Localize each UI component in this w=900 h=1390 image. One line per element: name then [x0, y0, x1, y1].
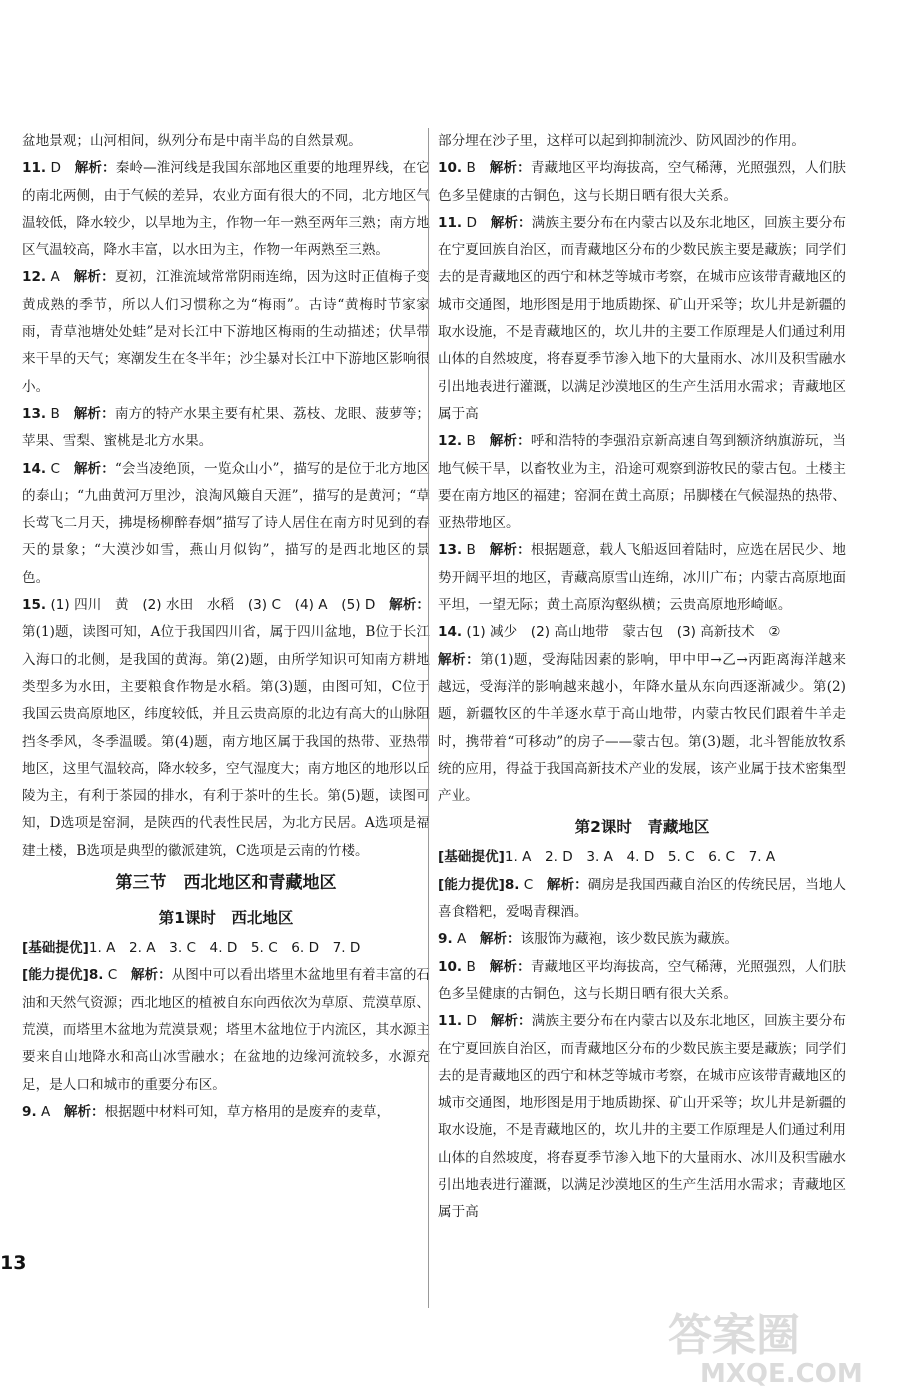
basic-answers: [基础提优]1. A 2. D 3. A 4. D 5. C 6. C 7. A [438, 849, 776, 866]
watermark-url: MXQE.COM [700, 1359, 863, 1388]
question-13: 13. B 解析：南方的特产水果主要有杧果、荔枝、龙眼、菠萝等；苹果、雪梨、蜜桃是北方水果。 [22, 405, 431, 450]
right-column [438, 128, 846, 1227]
lesson-title: 第1课时 西北地区 [158, 909, 294, 928]
question-15: 15. (1) 四川 黄 (2) 水田 水稻 (3) C (4) A (5) D 解析：第(1)题，读图可知，A位于我国四川省，属于四川盆地，B位于长江入海口的北侧，是我国的黄海。第(2)题，由所学知识可知南方耕地类型多为水田，主要粮食作物是水稻。第(3)题，由图可知，C位于我国云贵高原地区，纬度较低，并且云贵高原的北边有高大的山脉阻挡冬季风，冬季温暖。第(4)题，南方地区属于我国的热带、亚热带地区，这里气温较高，降水较多，空气湿度大；南方地区的地形以丘陵为主，有利于茶园的排水，有利于茶叶的生长。第(5)题，读图可知，D选项是窑洞，是陕西的代表性民居，为北方民居。A选项是福建土楼，B选项是典型的徽派建筑，C选项是云南的竹楼。 [22, 597, 430, 859]
question-14: 14. C 解析：“会当凌绝顶，一览众山小”，描写的是位于北方地区的泰山；“九曲黄河万里沙，浪淘风簸自天涯”，描写的是黄河；“草长莺飞二月天，拂堤杨柳醉春烟”描写了诗人居住在南方时见到的春天的景象；“大漠沙如雪，燕山月似钩”，描写的是西北地区的景色。 [22, 460, 431, 586]
question-12: 12. A 解析：夏初，江淮流域常常阴雨连绵，因为这时正值梅子变黄成熟的季节，所以人们习惯称之为“梅雨”。古诗“黄梅时节家家雨，青草池塘处处蛙”是对长江中下游地区梅雨的生动描述；伏旱带来干旱的天气；寒潮发生在冬半年；沙尘暴对长江中下游地区影响很小。 [22, 269, 431, 395]
question-9: 9. A 解析：根据题中材料可知，草方格用的是废弃的麦草， [22, 1103, 391, 1120]
question-13: 13. B 解析：根据题意，载人飞船返回着陆时，应选在居民少、地势开阔平坦的地区，青藏高原雪山连绵，冰川广布；内蒙古高原地面平坦，一望无际；黄土高原沟壑纵横；云贵高原地形崎岖。 [438, 542, 847, 614]
question-11: 11. D 解析：秦岭—淮河线是我国东部地区重要的地理界线，在它的南北两侧，由于气候的差异，农业方面有很大的不同，北方地区气温较低，降水较少，以旱地为主，作物一年一熟至两年三熟；南方地区气温较高，降水丰富，以水田为主，作物一年两熟至三熟。 [22, 160, 431, 259]
section-title: 第三节 西北地区和青藏地区 [115, 873, 337, 894]
watermark-logo [660, 1300, 890, 1388]
text-paragraph: 盆地景观；山河相间，纵列分布是中南半岛的自然景观。 [22, 133, 362, 149]
page-number: 13 [0, 1252, 27, 1274]
watermark-text: 答案圈 [668, 1310, 800, 1361]
question-12: 12. B 解析：呼和浩特的李强沿京新高速自驾到额济纳旗游玩，当地气候干旱，以畜牧业为主，沿途可观察到游牧民的蒙古包。土楼主要在南方地区的福建；窑洞在黄土高原；吊脚楼在气候湿热的热带、亚热带地区。 [438, 433, 847, 532]
question-8: [能力提优]8. C 解析：碉房是我国西藏自治区的传统民居，当地人喜食糌粑，爱喝青稞酒。 [438, 876, 847, 921]
question-9: 9. A 解析：该服饰为藏袍，该少数民族为藏族。 [438, 931, 739, 948]
lesson-title: 第2课时 青藏地区 [574, 818, 710, 837]
question-10: 10. B 解析：青藏地区平均海拔高，空气稀薄，光照强烈，人们肤色多呈健康的古铜色，这与长期日晒有很大关系。 [438, 958, 847, 1002]
question-8: [能力提优]8. C 解析：从图中可以看出塔里木盆地里有着丰富的石油和天然气资源；西北地区的植被自东向西依次为草原、荒漠草原、荒漠，而塔里木盆地为荒漠景观；塔里木盆地位于内流区，其水源主要来自山地降水和高山冰雪融水；在盆地的边缘河流较多，水源充足，是人口和城市的重要分布区。 [22, 967, 431, 1093]
question-14: 14. (1) 减少 (2) 高山地带 蒙古包 (3) 高新技术 ② 解析：第(1)题，受海陆因素的影响，甲中甲→乙→丙距离海洋越来越远，受海洋的影响越来越小，年降水量从东向西逐渐减少。第(2)题，新疆牧区的牛羊逐水草于高山地带，内蒙古牧民们跟着牛羊走时，携带着“可移动”的房子——蒙古包。第(3)题，北斗智能放牧系统的应用，得益于我国高新技术产业的发展，该产业属于技术密集型产业。 [438, 624, 846, 805]
question-11: 11. D 解析：满族主要分布在内蒙古以及东北地区，回族主要分布在宁夏回族自治区，而青藏地区分布的少数民族主要是藏族；同学们去的是青藏地区的西宁和林芝等城市考察，在城市应该带青藏地区的城市交通图，地形图是用于地质勘探、矿山开采等；坎儿井是新疆的取水设施，不是青藏地区的，坎儿井的主要工作原理是人们通过利用山体的自然坡度，将春夏季节渗入地下的大量雨水、冰川及积雪融水引出地表进行灌溉，以满足沙漠地区的生产生活用水需求；青藏地区属于高 [438, 214, 847, 422]
question-11: 11. D 解析：满族主要分布在内蒙古以及东北地区，回族主要分布在宁夏回族自治区，而青藏地区分布的少数民族主要是藏族；同学们去的是青藏地区的西宁和林芝等城市考察，在城市应该带青藏地区的城市交通图，地形图是用于地质勘探、矿山开采等；坎儿井是新疆的取水设施，不是青藏地区的，坎儿井的主要工作原理是人们通过利用山体的自然坡度，将春夏季节渗入地下的大量雨水、冰川及积雪融水引出地表进行灌溉，以满足沙漠地区的生产生活用水需求；青藏地区属于高 [438, 1013, 847, 1221]
left-column [22, 128, 430, 1126]
basic-answers: [基础提优]1. A 2. A 3. C 4. D 5. C 6. D 7. D [22, 940, 361, 957]
text-paragraph: 部分埋在沙子里，这样可以起到抑制流沙、防风固沙的作用。 [438, 133, 806, 149]
question-10: 10. B 解析：青藏地区平均海拔高，空气稀薄，光照强烈，人们肤色多呈健康的古铜色，这与长期日晒有很大关系。 [438, 160, 847, 204]
column-divider [428, 128, 429, 1308]
page-top-margin [0, 0, 900, 118]
